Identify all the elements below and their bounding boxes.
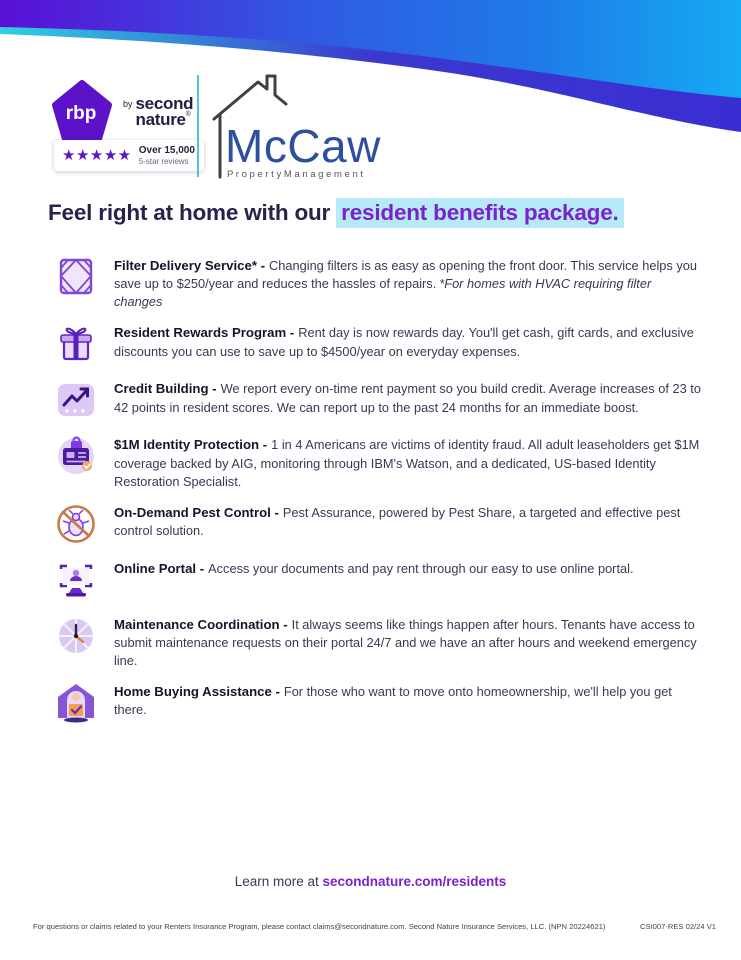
gift-icon [53, 321, 99, 367]
benefit-desc: Rent day is now rewards day. You'll get cash, gift cards, and exclusive discounts you can use to save up to $4500/year on everyday expenses. [114, 325, 694, 359]
svg-text:P r o p e r t y M a n a g e: P r o p e r t y M a n a g e m e n t [227, 169, 364, 180]
benefit-desc: For those who want to move onto homeownership, we'll help you get there. [114, 683, 672, 718]
second-nature-name: second nature ® [135, 93, 194, 129]
credit-chart-icon [53, 377, 99, 423]
five-stars-icon: ★★★★★ [62, 146, 132, 164]
list-item [53, 321, 703, 367]
reviews-badge [54, 140, 204, 171]
benefit-text [114, 254, 703, 311]
benefit-desc: It always seems like things happen after hours. Tenants have access to submit maintenance requests on their portal 24/7 and we have an after hours and weekend emergency line. [114, 616, 697, 668]
benefit-text [114, 501, 703, 540]
benefit-desc: We report every on-time rent payment so you build credit. Average increases of 23 to 42 points in resident scores. We can report up to the past 24 months for an immediate boost. [114, 381, 701, 415]
reviews-text [139, 145, 195, 166]
headline-highlight: resident benefits package. [336, 198, 623, 228]
benefit-title: Online Portal - [114, 560, 205, 576]
benefit-text [114, 680, 703, 719]
reviews-count: Over 15,000 [138, 145, 195, 156]
footer-learn-more [0, 874, 741, 889]
mccaw-logo [208, 70, 403, 187]
rbp-logo-block [50, 80, 193, 144]
no-pest-icon [53, 501, 99, 547]
insurance-disclaimer: For questions or claims related to your Renters Insurance Program, please contact claims@secondnature.com. Second Nature Insurance Services, LLC. (NPN 20224621) [33, 922, 606, 931]
list-item [53, 377, 703, 423]
benefit-title: On-Demand Pest Control - [114, 504, 279, 520]
by-label: by [123, 98, 133, 109]
fine-print [33, 922, 716, 931]
list-item [53, 254, 703, 311]
list-item [53, 613, 703, 670]
rbp-badge-icon [50, 80, 114, 144]
benefit-text [114, 557, 634, 578]
second-nature-wordmark [123, 93, 194, 129]
benefit-title: Maintenance Coordination - [114, 616, 288, 632]
benefit-text [114, 377, 703, 416]
logo-divider [197, 75, 199, 177]
list-item [53, 557, 703, 603]
benefit-title: Filter Delivery Service* - [114, 258, 266, 273]
registered-mark: ® [185, 111, 191, 118]
home-buyer-icon [53, 680, 99, 726]
learn-more-prefix: Learn more at [234, 874, 323, 889]
benefit-note: *For homes with HVAC requiring filter changes [114, 276, 652, 310]
benefit-text [114, 613, 703, 670]
benefit-desc: Access your documents and pay rent through our easy to use online portal. [208, 560, 634, 576]
document-code: CSI007-RES 02/24 V1 [640, 922, 716, 931]
rbp-logo-row [50, 80, 193, 144]
rbp-logo [50, 80, 114, 144]
benefit-desc: Changing filters is as easy as opening the front door. This service helps you save up to $250/year and reduces the hassles of repairs. [114, 258, 698, 292]
benefits-list [53, 254, 703, 736]
filter-icon [53, 254, 99, 300]
list-item [53, 680, 703, 726]
reviews-caption: 5-star reviews [138, 156, 189, 166]
benefit-text [114, 321, 703, 360]
svg-text:McCaw: McCaw [225, 120, 381, 172]
online-portal-icon [53, 557, 99, 603]
residents-link[interactable]: secondnature.com/residents [322, 874, 507, 889]
identity-shield-icon [53, 433, 99, 479]
benefit-title: Resident Rewards Program - [114, 325, 295, 341]
headline-prefix: Feel right at home with our [48, 200, 337, 225]
benefit-text [114, 433, 703, 490]
svg-text:rbp: rbp [65, 103, 97, 124]
benefit-title: Home Buying Assistance - [114, 683, 280, 699]
list-item [53, 433, 703, 490]
list-item [53, 501, 703, 547]
clock-icon [53, 613, 99, 659]
mccaw-house-icon [208, 70, 403, 182]
page-title [48, 200, 708, 226]
benefit-desc: 1 in 4 Americans are victims of identity fraud. All adult leaseholders get $1M coverage backed by AIG, monitoring through IBM's Watson, and a dedicated, US-based Identity Restoration Specialist. [114, 437, 700, 489]
benefit-title: Credit Building - [114, 381, 217, 397]
benefit-desc: Pest Assurance, powered by Pest Share, a targeted and effective pest control solution. [114, 504, 681, 539]
benefit-title: $1M Identity Protection - [114, 437, 268, 453]
